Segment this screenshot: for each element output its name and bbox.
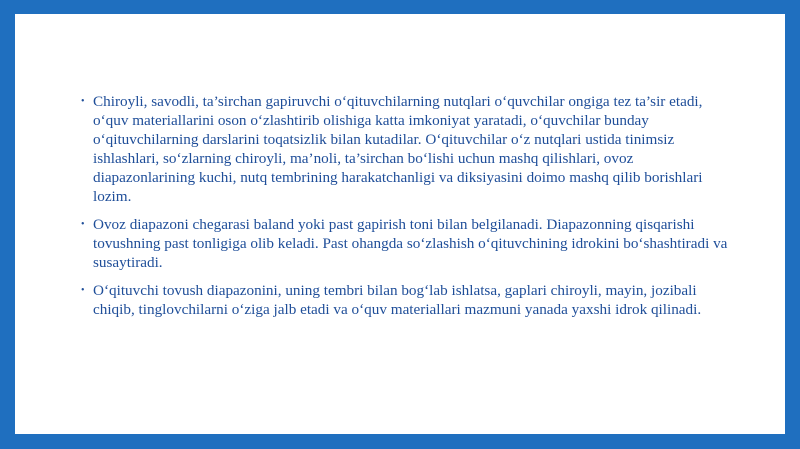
slide <box>15 14 785 434</box>
bullet-icon: • <box>81 219 85 230</box>
paragraph-text: O‘qituvchi tovush diapazonini, uning tembri bilan bog‘lab ishlatsa, gaplari chiroyli, mayin, jozibali chiqib, tinglovchilarni o‘ziga jalb etadi va o‘quv materiallari mazmuni yanada yaxshi idrok qilinadi. <box>93 282 702 318</box>
bullet-item-3 <box>83 281 733 319</box>
paragraph-text: Chiroyli, savodli, ta’sirchan gapiruvchi o‘qituvchilarning nutqlari o‘quvchilar ongiga tez ta’sir etadi, o‘quv materiallarini oson o‘zlashtirib olishiga katta imkoniyat yaratadi, o‘quvchilar bunday o‘qituvchilarning darslarini toqatsizlik bilan kutadilar. O‘qituvchilar o‘z nutqlari ustida tinimsiz ishlashlari, so‘zlarning chiroyli, ma’noli, ta’sirchan bo‘lishi uchun mashq qilishlari, ovoz diapazonlarining kuchi, nutq tembrining harakatchanligi va diksiyasini doimo mashq qilib borishlari lozim. <box>93 93 703 205</box>
bullet-icon: • <box>81 285 85 296</box>
paragraph-text: Ovoz diapazoni chegarasi baland yoki past gapirish toni bilan belgilanadi. Diapazonning qisqarishi tovushning past tonligiga olib keladi. Past ohangda so‘zlashish o‘qituvchining idrokini bo‘shashtiradi va susaytiradi. <box>93 216 728 271</box>
bullet-icon: • <box>81 96 85 107</box>
bullet-list <box>83 92 733 328</box>
bullet-item-1 <box>83 92 733 206</box>
bullet-item-2 <box>83 215 733 272</box>
